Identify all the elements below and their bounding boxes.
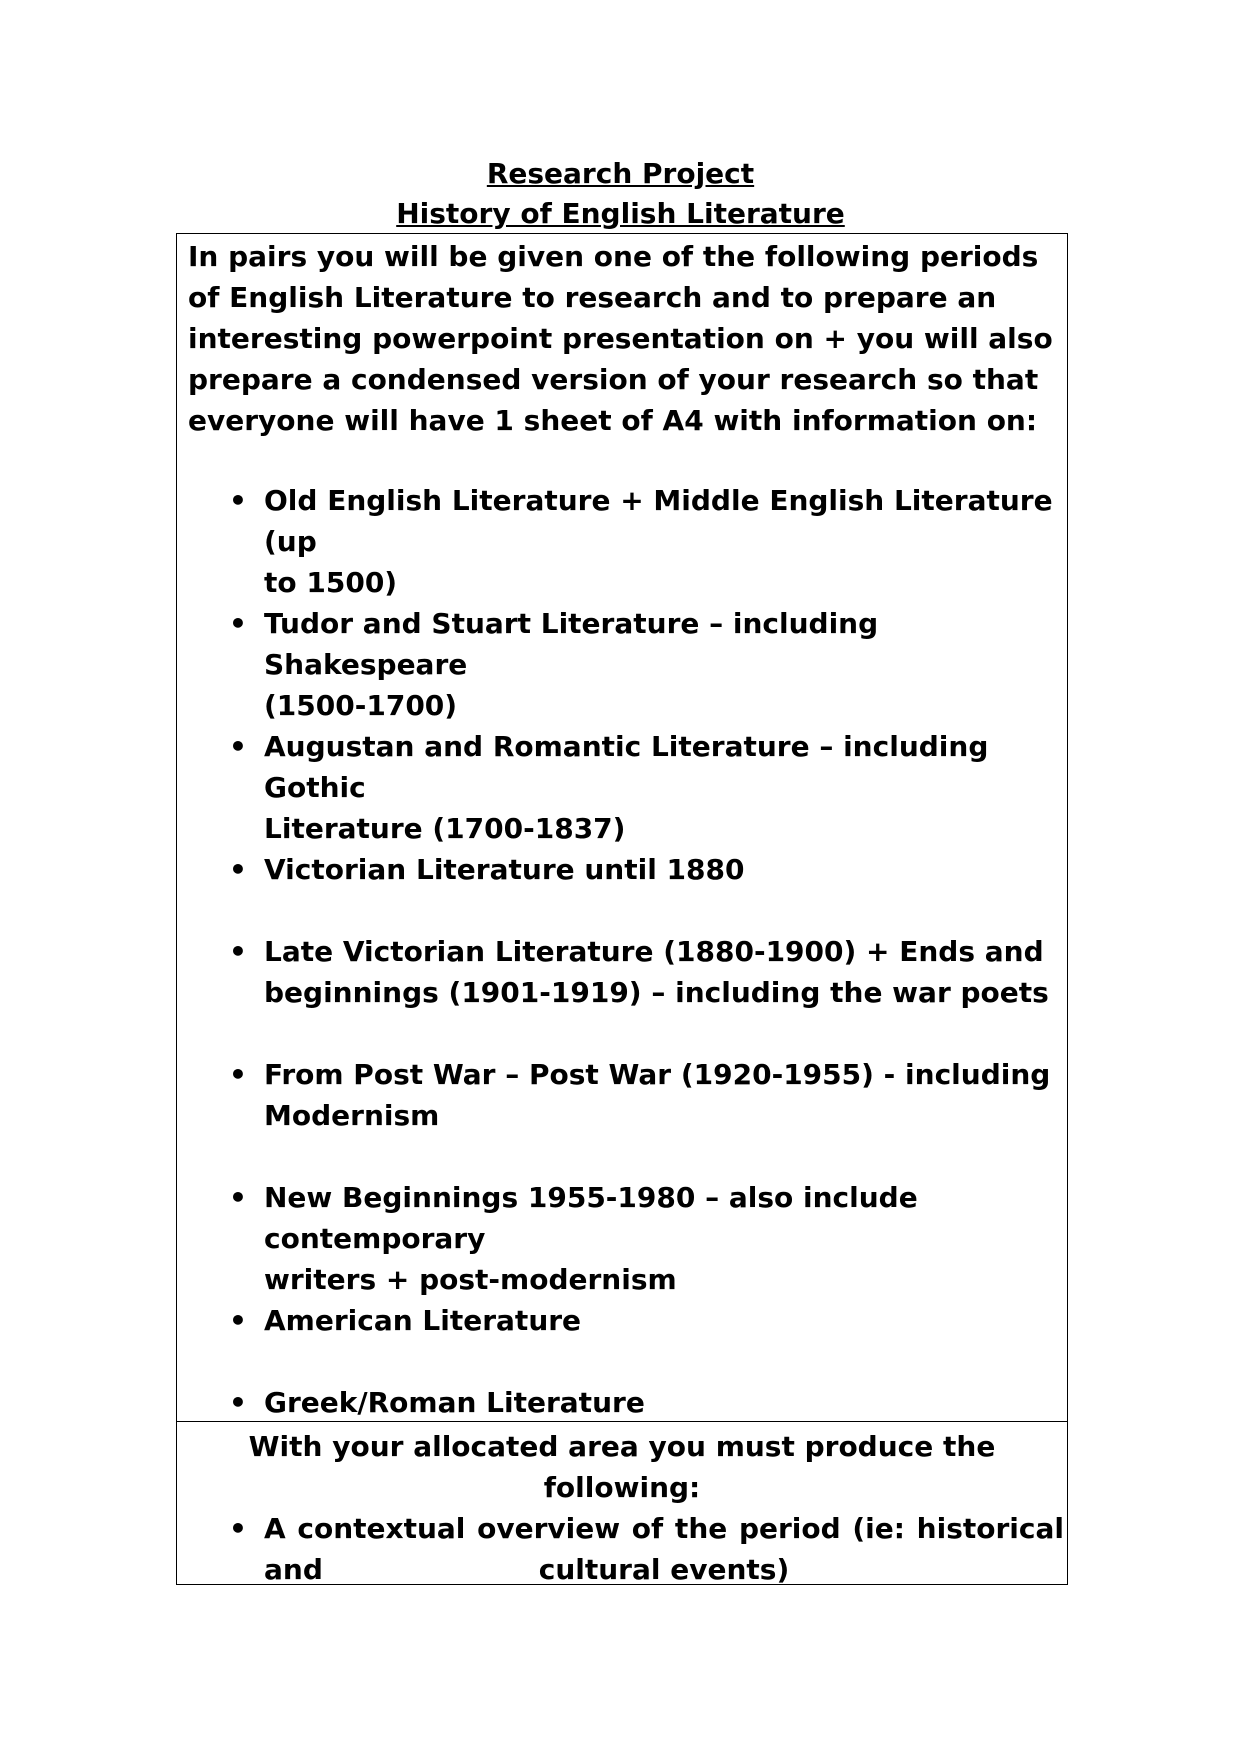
bullet-icon: • [229, 1058, 247, 1091]
intro-paragraph: In pairs you will be given one of the following periods of English Literature to research and to prepare an interesting powerpoint presentation on + you will also prepare a condensed version of your research so that everyone will have 1 sheet of A4 with information on: [188, 240, 1053, 437]
bullet-icon: • [229, 730, 247, 763]
bullet-icon: • [229, 1181, 247, 1214]
bullet-icon: • [229, 853, 247, 886]
bullet-icon: • [229, 484, 247, 517]
list-item-text: From Post War – Post War (1920-1955) - including Modernism [264, 1058, 1051, 1132]
bullet-icon: • [229, 1304, 247, 1337]
list-item-text: Tudor and Stuart Literature – including Shakespeare (1500-1700) [264, 607, 879, 722]
task-item-line1: A contextual overview of the period (ie: historical and [264, 1512, 1064, 1586]
list-item-text: American Literature [264, 1304, 582, 1337]
page-title: Research Project [486, 157, 755, 190]
list-item-text: Late Victorian Literature (1880-1900) + Ends and beginnings (1901-1919) – including the war poets [264, 935, 1049, 1009]
page-subtitle: History of English Literature [396, 197, 845, 230]
list-item-text: Greek/Roman Literature [264, 1386, 645, 1419]
task-heading: With your allocated area you must produce the following: [248, 1430, 996, 1504]
list-item-text: Victorian Literature until 1880 [264, 853, 745, 886]
bullet-icon: • [229, 935, 247, 968]
bullet-icon: • [229, 607, 247, 640]
list-item-text: New Beginnings 1955-1980 – also include contemporary writers + post-modernism [264, 1181, 918, 1296]
task-item-line2: cultural events) [538, 1553, 790, 1586]
list-item-text: Old English Literature + Middle English Literature (up to 1500) [264, 484, 1053, 599]
list-item-text: Augustan and Romantic Literature – including Gothic Literature (1700-1837) [264, 730, 989, 845]
bullet-icon: • [229, 1386, 247, 1419]
bullet-icon: • [229, 1512, 247, 1545]
